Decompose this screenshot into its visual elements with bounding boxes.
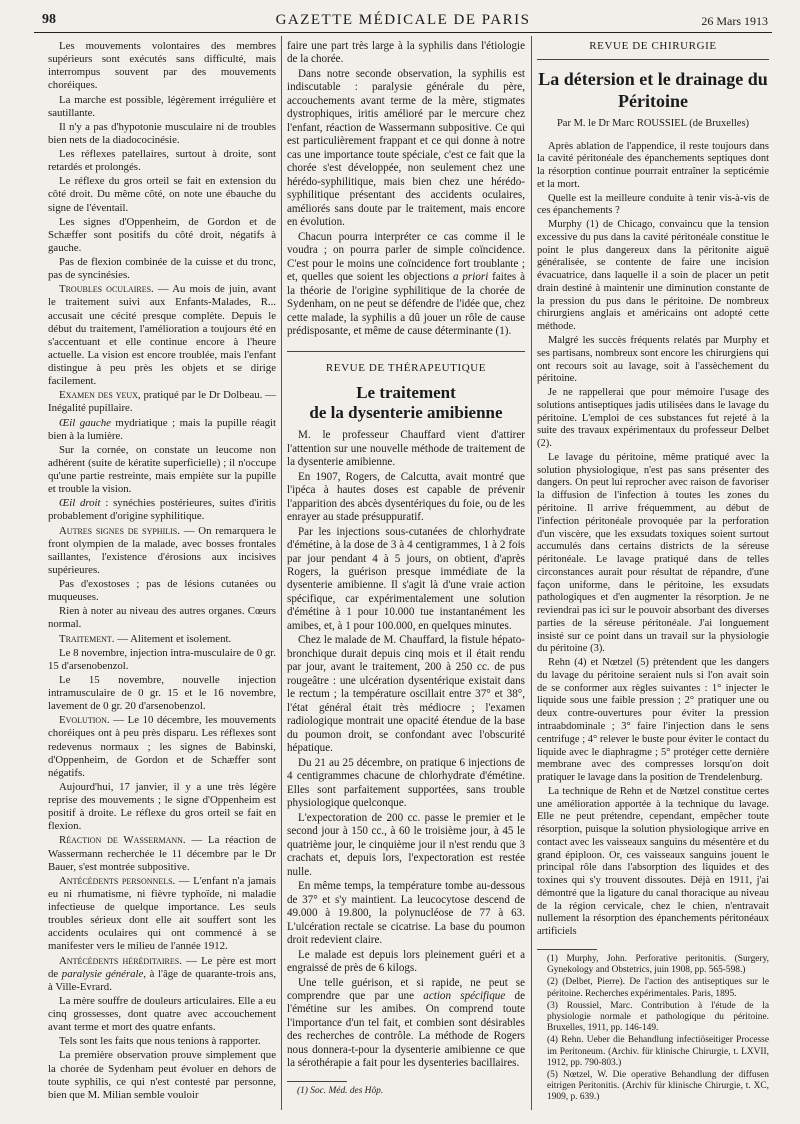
paragraph [48, 417, 276, 443]
run-in-heading: Réaction de Wassermann. [59, 834, 186, 847]
section-title: REVUE DE CHIRURGIE [537, 40, 769, 60]
paragraph [48, 525, 276, 578]
paragraph: Après ablation de l'appendice, il reste toujours dans la cavité péritonéale des épanchements septiques dont la résorption continue pourrait entraîner la septicémie et la mort. [537, 140, 769, 190]
run-in-heading: Evolution. [59, 714, 110, 727]
paragraph [48, 497, 276, 523]
paragraph: Pas de flexion combinée de la cuisse et du tronc, pas de syncinésies. [48, 256, 276, 282]
paragraph-text: de l'émétine sur les amibes. On comprend toute l'importance d'un tel fait, et combien sont désirables des recherches de contrôle. La méthode de Rogers nous donnera-t-pour la dysenterie amibienne ce que la sérothérapie a fait pour les dysenteries bacillaires. [287, 990, 525, 1070]
paragraph: Le lavage du péritoine, même pratiqué avec la solution physiologique, n'est pas sans présenter des dangers. On peut lui reprocher avec raison de favoriser la diffusion de l'infection à toutes les zones du péritoine. Il arrive fréquemment, au début de l'infection péritonéale provoquée par la perforation d'un viscère, que les exsudats toxiques soient surtout accumulés dans certains districts de la séreuse péritonéale. Le lavage pratiqué dans de telles circonstances aurait pour résultat de répandre, d'une façon uniforme, dans le péritoine, les exsudats pathologiques et d'en augmenter la résorption. Je ne reviendrai pas ici sur le pouvoir absorbant des diverses parties de la séreuse péritonéale. J'ai longuement insisté sur ce point dans un travail sur la physiologie du péritoine (3). [537, 451, 769, 655]
paragraph [48, 955, 276, 994]
footnote: (1) Soc. Méd. des Hôp. [297, 1085, 384, 1096]
article-title: La détersion et le drainage du Péritoine [538, 68, 768, 111]
paragraph-text: — Au mois de juin, avant le traitement suivi aux Enfants-Malades, R... accusait une cécité presque complète. Depuis le début du traitement, l'amélioration a toujours été en s'accentuant et elle continue encore à l'heure actuelle. La vision est encore troublée, mais l'enfant distingue à peu près les objets et se dirige facilement. [48, 283, 276, 388]
run-in-heading: Traitement. [59, 632, 115, 645]
paragraph: Malgré les succès fréquents relatés par Murphy et ses partisans, nombreux sont encore les chirurgiens qui ont recours soit au lavage, soit à l'assèchement du péritoine. [537, 335, 769, 385]
section-title: REVUE DE THÉRAPEUTIQUE [325, 361, 487, 374]
paragraph: M. le professeur Chauffard vient d'attirer l'attention sur une nouvelle méthode de traitement de la dysenterie amibienne. [287, 429, 525, 469]
paragraph [287, 231, 525, 339]
column-divider [281, 36, 282, 1110]
paragraph: La mère souffre de douleurs articulaires. Elle a eu cinq grossesses, dont quatre avec accouchement avant terme et mort des quatre enfants. [48, 994, 276, 1034]
paragraph [48, 875, 276, 954]
paragraph: Rien à noter au niveau des autres organes. Cœurs normal. [48, 605, 276, 631]
emphasis: paralysie générale [61, 967, 144, 980]
paragraph: Je ne rappellerai que pour mémoire l'usage des solutions antiseptiques jadis utilisées dans le lavage du péritoine. L'emploi de ces substances fut rejeté à la suite des travaux expérimentaux du professeur Delbet (2). [537, 387, 769, 450]
page-number: 98 [42, 12, 56, 27]
column-right [537, 40, 769, 1105]
run-in-heading: Examen des yeux, [59, 389, 141, 402]
footnote-divider [537, 949, 597, 950]
paragraph [48, 633, 276, 646]
paragraph: Le malade est depuis lors pleinement guéri et a engraissé de près de 6 kilogs. [287, 948, 525, 975]
paragraph-text: mydriatique ; mais la pupille réagit bien à la lumière. [48, 416, 276, 442]
paragraph: Pas d'exostoses ; pas de lésions cutanées ou muqueuses. [48, 578, 276, 604]
run-in-heading: Œil gauche [59, 416, 111, 429]
paragraph [287, 977, 525, 1071]
article-author: Par M. le Dr Marc ROUSSIEL (de Bruxelles) [556, 117, 750, 129]
emphasis: a priori [452, 271, 489, 284]
paragraph-text: pratiqué par le Dr Dolbeau. — Inégalité pupillaire. [48, 389, 276, 415]
paragraph: Le 8 novembre, injection intra-musculaire de 0 gr. 15 d'arsenobenzol. [48, 646, 276, 672]
paragraph: Aujourd'hui, 17 janvier, il y a une très légère reprise des mouvements ; le signe d'Oppenheim est positif à droite. Le réflexe du gros orteil se fait en flexion. [48, 780, 276, 833]
paragraph: Tels sont les faits que nous tenions à rapporter. [59, 1035, 261, 1048]
footnote: (4) Rehn. Ueber die Behandlung infectiöseitiger Processe im Peritoneum. (Archiv. für klinische Chirurgie, t. LXVII, 1912, pp. 790-803.) [547, 1035, 769, 1068]
run-in-heading: Autres signes de syphilis. [59, 524, 180, 537]
footnote: (5) Nœtzel, W. Die operative Behandlung der diffusen eitrigen Peritonitis. (Archiv für klinische Chirurgie, t. XC, 1909, p. 639.) [547, 1070, 769, 1103]
run-in-heading: Antécédents personnels. [59, 874, 176, 887]
paragraph: Les signes d'Oppenheim, de Gordon et de Schæffer sont positifs du côté droit, négatifs à gauche. [48, 215, 276, 254]
paragraph: La marche est possible, légèrement irrégulière et sautillante. [48, 93, 276, 119]
journal-title: GAZETTE MÉDICALE DE PARIS [275, 12, 531, 28]
column-middle [287, 40, 525, 1098]
paragraph: En même temps, la température tombe au-dessous de 37° et s'y maintient. La leucocytose descend de 49.000 à 19.800, la polynucléose de 77 à 63. L'ulcération rectale se cicatrise. La base du poumon droit redevient claire. [287, 880, 525, 947]
run-in-heading: Antécédents héréditaires. [59, 954, 182, 967]
paragraph [48, 834, 276, 873]
paragraph-text: faites à la théorie de l'origine syphilitique de la chorée de Sydenham, on ne peut se défendre de l'idée que, chez cette malade, la syphilis a dû jouer un rôle de cause prédisposante, et même de cause déterminante (1). [287, 271, 525, 338]
paragraph: Les réflexes patellaires, surtout à droite, sont retardés et prolongés. [48, 148, 276, 174]
issue-date: 26 Mars 1913 [701, 14, 768, 28]
paragraph-text: — Le 10 décembre, les mouvements choréiques ont à peu près disparu. Les réflexes sont redevenus normaux ; les signes de Babinski, d'Oppenheim, de Gordon et de Schæffer sont négatifs. [48, 714, 276, 779]
footnote: (1) Murphy, John. Perforative peritonitis. (Surgery, Gynekology and Obstetrics, juin 1908, pp. 565-598.) [547, 954, 769, 976]
paragraph: Par les injections sous-cutanées de chlorhydrate d'émétine, à la dose de 3 à 4 centigrammes, 1 à 2 fois par jour pendant 4 à 5 jours, on obtient, d'après Rogers, la guérison presque immédiate de la dysenterie amibienne. Il s'agit là d'une vraie action spécifique, car expérimentalement une solution d'émétine à 1 pour 10.000 tue instantanément les amibes, et, à 1 pour 100.000, en quelques minutes. [287, 525, 525, 632]
paragraph: Du 21 au 25 décembre, on pratique 6 injections de 4 centigrammes chacune de chlorhydrate d'émétine. Elles sont parfaitement supportées, sans trouble physiologique quelconque. [287, 756, 525, 810]
running-header [34, 10, 772, 33]
paragraph-text: Une telle guérison, et si rapide, ne peut se comprendre que par une [287, 976, 525, 1002]
paragraph: faire une part très large à la syphilis dans l'étiologie de la chorée. [287, 40, 525, 66]
run-in-heading: Œil droit [59, 497, 101, 510]
paragraph-text: — La réaction de Wassermann recherchée le 11 décembre par le Dr Bauer, s'est montrée subpositive. [48, 834, 276, 873]
paragraph-text: , à l'âge de quarante-trois ans, à Ville-Evrard. [48, 967, 277, 993]
paragraph: L'expectoration de 200 cc. passe le premier et le second jour à 150 cc., à 60 le troisième jour, à 45 le quatrième jour, le cinquième jour il n'est rendu que 3 crachats et, depuis lors, l'expectoration est restée nulle. [287, 811, 525, 878]
article-title-line: Le traitement [356, 383, 456, 403]
paragraph-text: — Alitement et isolement. [114, 632, 232, 645]
paragraph: Murphy (1) de Chicago, convaincu que la tension excessive du pus dans la cavité péritonéale constitue le point le plus dangereux dans la péritonite aiguë généralisée, se contente de faire une incision évacuatrice, dans laquelle il a soin de placer un petit drain destiné à maintenir une diminution constante de la pression du pus dans le péritoine. De nombreux chirurgiens anglais et américains ont adopté cette méthode. [537, 219, 769, 333]
paragraph: Le réflexe du gros orteil se fait en extension du côté droit. Du même côté, on note une ébauche du signe de l'éventail. [48, 175, 276, 214]
paragraph: Il n'y a pas d'hypotonie musculaire ni de troubles bien nets de la diadococinésie. [48, 120, 276, 146]
paragraph: Chez le malade de M. Chauffard, la fistule hépato-bronchique durait depuis cinq mois et il était rendu par jour, avant le traitement, 200 à 250 cc. de pus rougeâtre : une ulcération dysentérique existait dans le rectum ; la température oscillait entre 37° et 38°, l'état général était très médiocre ; l'examen radiologique montrait une opacité étendue de la base du poumon droit, se confondant avec l'obscurité hépatique. [287, 634, 525, 755]
run-in-heading: Troubles oculaires. [59, 283, 154, 296]
paragraph: La technique de Rehn et de Nœtzel constitue certes une amélioration apportée à la technique du lavage. Elle ne peut prétendre, cependant, empêcher toute résorption, puisque la solution physiologique arrive en contact avec les vaisseaux sanguins du mésentère et du grand épiploon. Or, ces vaisseaux sanguins jouent le principal rôle dans l'absorption des liquides et des toxines qui s'y trouvent dissoutes. Déjà en 1911, j'ai démontré que la ligature du canal thoracique au niveau de la région cervicale, chez le chien, n'entravait nullement la résorption des épanchements péritonéaux artificiels [537, 785, 769, 938]
column-left [48, 40, 276, 1103]
paragraph [48, 389, 276, 415]
paragraph [48, 714, 276, 780]
paragraph-text: — On remarquera le front olympien de la malade, avec bosses frontales saillantes, l'existence d'érosions aux incisives supérieures. [48, 524, 276, 576]
paragraph: La première observation prouve simplement que la chorée de Sydenham peut évoluer en dehors de toute syphilis, ce qui n'est contesté par personne, bien que M. Milian semble vouloir [48, 1049, 276, 1101]
paragraph: Le 15 novembre, nouvelle injection intramusculaire de 0 gr. 15 et le 16 novembre, lavement de 0 gr. 20 d'arsenobenzol. [48, 673, 276, 713]
paragraph: Quelle est la meilleure conduite à tenir vis-à-vis de ces épanchements ? [537, 192, 769, 217]
footnote-divider [287, 1081, 347, 1082]
section-divider [287, 351, 525, 352]
paragraph-text: — L'enfant n'a jamais eu ni rhumatisme, ni fièvre typhoïde, ni maladie infectieuse de quelque importance. Les seuls troubles sérieux dont elle ait souffert sont les accidents oculaires qui ont commencé à se manifester vers le milieu de l'année 1912. [48, 874, 276, 953]
paragraph-text: Chacun pourra interpréter ce cas comme il le voudra ; on pourra parler de simple coïncidence. C'est pour le moins une coïncidence fort troublante ; et, quelles que soient les objections [287, 230, 525, 284]
column-divider [531, 36, 532, 1110]
paragraph: En 1907, Rogers, de Calcutta, avait montré que l'ipéca à hautes doses est capable de prévenir l'apparition des abcès dysentériques du foie, ou de les enrayer au stade présuppuratif. [287, 470, 525, 524]
footnote: (3) Roussiel, Marc. Contribution à l'étude de la physiologie normale et pathologique du péritoine. Bruxelles, 1911, pp. 146-149. [547, 1000, 769, 1034]
paragraph-text: — Le père est mort de [48, 954, 276, 980]
paragraph: Dans notre seconde observation, la syphilis est indiscutable : paralysie générale du père, accouchements avant terme de la mère, stigmates dystrophiques, iritis amélioré par le mercure chez l'enfant, réaction de Wassermann subpositive. Ce qui est particulièrement frappant et ce qui donne à notre cas une importance toute spéciale, c'est ce fait que la chorée s'est développée, non seulement chez une hérédo-syphilitique, mais bien chez une hérédo-syphilitique présentant des accidents oculaires, améliorés sans doute par le traitement, mais encore en évolution. [287, 67, 525, 229]
paragraph [48, 283, 276, 388]
paragraph: Rehn (4) et Nœtzel (5) prétendent que les dangers du lavage du péritoine seraient nuls si l'on avait soin de se conformer aux règles suivantes : 1° injecter le liquide sous une faible pression ; 2° pratiquer une ou deux contre-ouvertures pour éviter la pression intraabdominale ; 3° faire l'injection dans le sens centrifuge ; 4° relever le buste pour éviter le contact du liquide avec le diaphragme ; 5° protéger cette dernière membrane avec des compresses lorsqu'on doit pratiquer le lavage dans la position de Trendelenburg. [537, 657, 769, 784]
article-title-line: de la dysenterie amibienne [309, 403, 503, 423]
paragraph: Les mouvements volontaires des membres supérieurs sont exécutés sans difficulté, mais interrompus souvent par des mouvements choréiques. [48, 40, 276, 92]
article-title [287, 383, 525, 423]
emphasis: action spécifique [423, 990, 506, 1002]
paragraph: Sur la cornée, on constate un leucome non adhérent (suite de kératite superficielle) ; il n'occupe qu'une partie restreinte, mais empiète sur la pupille et trouble la vision. [48, 443, 276, 496]
footnote: (2) (Delbet, Pierre). De l'action des antiseptiques sur le péritoine. Recherches expérimentales. Paris, 1895. [547, 977, 769, 999]
paragraph-text: : synéchies postérieures, suites d'iritis probablement d'origine syphilitique. [48, 497, 276, 523]
